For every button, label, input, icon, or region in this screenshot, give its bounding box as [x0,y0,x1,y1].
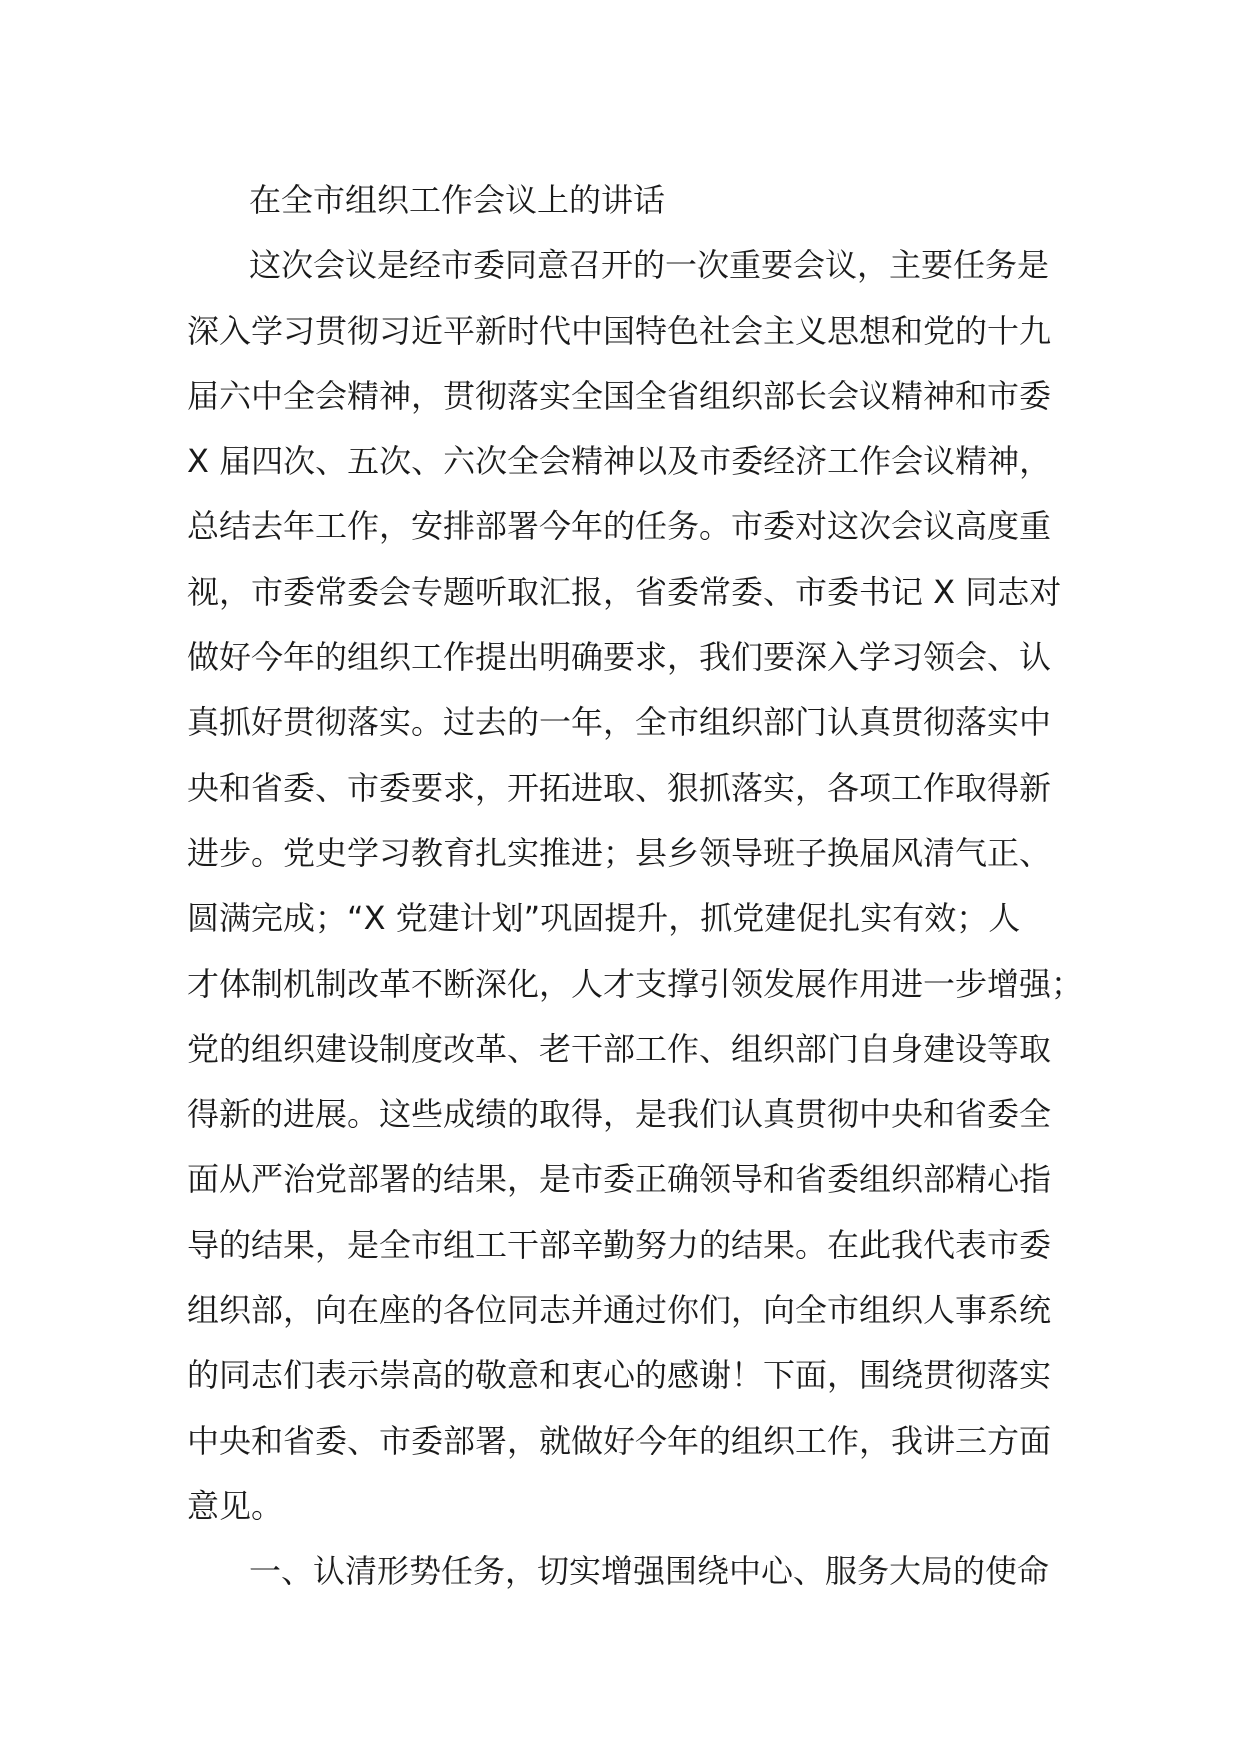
text-line: 深入学习贯彻习近平新时代中国特色社会主义思想和党的十九 [187,311,1052,350]
text-line: 央和省委、市委要求，开拓进取、狠抓落实，各项工作取得新 [187,768,1052,807]
text-line: 做好今年的组织工作提出明确要求，我们要深入学习领会、认 [187,638,1052,677]
text-line: 的同志们表示崇高的敬意和衷心的感谢！下面，围绕贯彻落实 [187,1356,1052,1395]
text-line: 这次会议是经市委同意召开的一次重要会议，主要任务是 [249,246,1050,285]
text-line: 总结去年工作，安排部署今年的任务。市委对这次会议高度重 [187,507,1052,546]
text-line: 面从严治党部署的结果，是市委正确领导和省委组织部精心指 [187,1160,1052,1199]
text-line: 圆满完成；“X 党建计划”巩固提升，抓党建促扎实有效；人 [187,899,1021,938]
text-line: 得新的进展。这些成绩的取得，是我们认真贯彻中央和省委全 [187,1095,1052,1134]
text-line: 才体制机制改革不断深化，人才支撑引领发展作用进一步增强； [187,964,1084,1003]
paragraph-1 [187,233,1084,1539]
text-line: 组织部，向在座的各位同志并通过你们，向全市组织人事系统 [187,1291,1052,1330]
section-heading: 一、认清形势任务，切实增强围绕中心、服务大局的使命 [249,1552,1050,1591]
text-line: 导的结果，是全市组工干部辛勤努力的结果。在此我代表市委 [187,1225,1052,1264]
text-line: X 届四次、五次、六次全会精神以及市委经济工作会议精神， [187,442,1052,481]
text-line: 党的组织建设制度改革、老干部工作、组织部门自身建设等取 [187,1029,1052,1068]
text-line: 视，市委常委会专题听取汇报，省委常委、市委书记 X 同志对 [187,572,1062,611]
text-line: 进步。党史学习教育扎实推进；县乡领导班子换届风清气正、 [187,833,1052,872]
text-line: 届六中全会精神，贯彻落实全国全省组织部长会议精神和市委 [187,376,1052,415]
document-body [187,168,1084,1605]
text-line: 真抓好贯彻落实。过去的一年，全市组织部门认真贯彻落实中 [187,703,1052,742]
text-line: 中央和省委、市委部署，就做好今年的组织工作，我讲三方面 [187,1421,1052,1460]
document-title: 在全市组织工作会议上的讲话 [249,181,666,219]
text-line: 意见。 [187,1486,284,1525]
